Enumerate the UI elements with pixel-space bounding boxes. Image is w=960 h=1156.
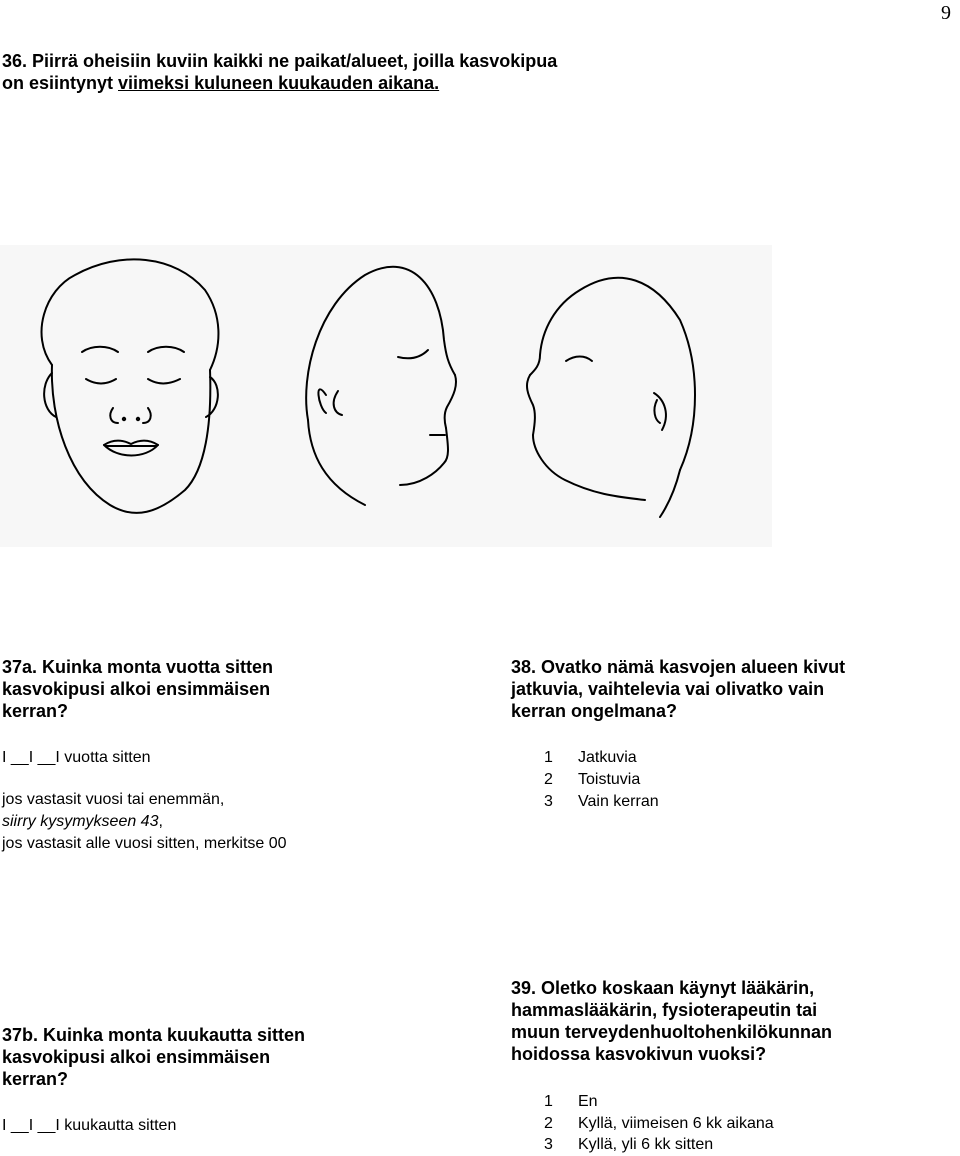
option-kylla-yli-6kk[interactable]	[544, 1134, 713, 1156]
option-label: Toistuvia	[578, 771, 641, 788]
question-37a-line3: kerran?	[2, 701, 69, 721]
skip-instruction-suffix: ,	[158, 813, 163, 830]
option-en[interactable]	[544, 1091, 598, 1113]
question-37a-note1: jos vastasit vuosi tai enemmän,	[2, 791, 225, 808]
option-label: En	[578, 1093, 598, 1110]
question-36-line2	[2, 72, 557, 94]
question-37a	[2, 656, 273, 722]
page-number: 9	[941, 2, 951, 24]
question-37a-line2: kasvokipusi alkoi ensimmäisen	[2, 679, 271, 699]
option-vain-kerran[interactable]	[544, 791, 659, 813]
option-number: 3	[544, 1136, 553, 1153]
question-37a-line1: 37a. Kuinka monta vuotta sitten	[2, 657, 274, 677]
option-kylla-6kk[interactable]	[544, 1113, 774, 1135]
months-answer-field[interactable]: I __I __I kuukautta sitten	[2, 1117, 177, 1134]
left-profile-drawing[interactable]	[527, 278, 695, 517]
option-number: 2	[544, 771, 553, 788]
years-answer-field[interactable]: I __I __I vuotta sitten	[2, 749, 151, 766]
question-36-emphasis: viimeksi kuluneen kuukauden aikana.	[118, 73, 440, 93]
option-label: Kyllä, viimeisen 6 kk aikana	[578, 1115, 774, 1132]
question-37b-line1: 37b. Kuinka monta kuukautta sitten	[2, 1025, 306, 1045]
front-face-drawing[interactable]	[42, 259, 219, 513]
option-jatkuvia[interactable]	[544, 747, 637, 769]
question-36-line2-text: on esiintynyt	[2, 73, 119, 93]
question-37a-note3: jos vastasit alle vuosi sitten, merkitse 00	[2, 835, 287, 852]
question-38-line1: 38. Ovatko nämä kasvojen alueen kivut	[511, 657, 846, 677]
option-number: 2	[544, 1115, 553, 1132]
question-37b-line2: kasvokipusi alkoi ensimmäisen	[2, 1047, 271, 1067]
option-toistuvia[interactable]	[544, 769, 640, 791]
question-39	[511, 977, 832, 1065]
question-36	[2, 50, 557, 94]
option-label: Vain kerran	[578, 793, 659, 810]
option-label: Jatkuvia	[578, 749, 637, 766]
question-37b-line3: kerran?	[2, 1069, 69, 1089]
option-number: 1	[544, 749, 553, 766]
option-number: 3	[544, 793, 553, 810]
question-37a-note2	[2, 811, 163, 833]
question-38-line2: jatkuvia, vaihtelevia vai olivatko vain	[511, 679, 825, 699]
question-39-line2: hammaslääkärin, fysioterapeutin tai	[511, 1000, 818, 1020]
question-38	[511, 656, 845, 722]
question-36-line1: 36. Piirrä oheisiin kuviin kaikki ne paikat/alueet, joilla kasvokipua	[2, 51, 558, 71]
question-39-line1: 39. Oletko koskaan käynyt lääkärin,	[511, 978, 815, 998]
face-drawings-panel	[0, 245, 772, 547]
question-39-line3: muun terveydenhuoltohenkilökunnan	[511, 1022, 833, 1042]
right-profile-drawing[interactable]	[306, 267, 456, 505]
question-38-line3: kerran ongelmana?	[511, 701, 678, 721]
skip-instruction: siirry kysymykseen 43	[2, 813, 159, 830]
option-label: Kyllä, yli 6 kk sitten	[578, 1136, 714, 1153]
question-39-line4: hoidossa kasvokivun vuoksi?	[511, 1044, 767, 1064]
question-37b	[2, 1024, 305, 1090]
option-number: 1	[544, 1093, 553, 1110]
